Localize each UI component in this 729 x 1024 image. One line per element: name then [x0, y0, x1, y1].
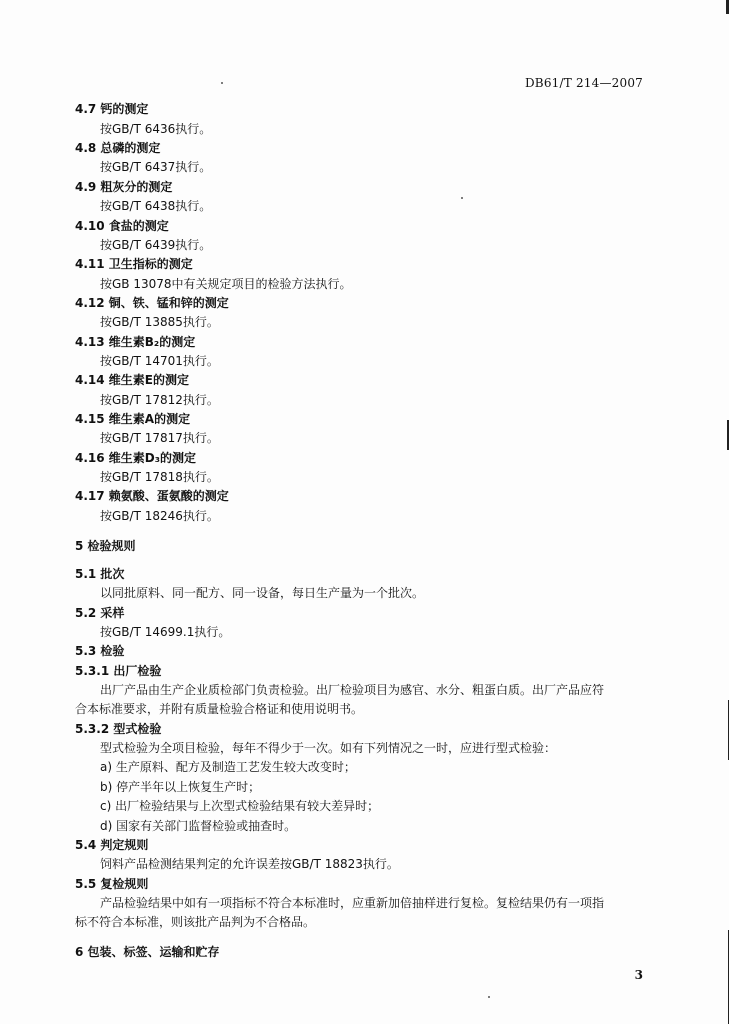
heading-4-9: 4.9 粗灰分的测定: [75, 180, 173, 194]
body-line: 按GB/T 6439执行。: [100, 238, 212, 252]
page-number: 3: [634, 968, 643, 982]
heading-4-12: 4.12 铜、铁、锰和锌的测定: [75, 296, 229, 310]
heading-4-16: 4.16 维生素D₃的测定: [75, 451, 197, 465]
scan-speck: [488, 996, 490, 998]
heading-5-4: 5.4 判定规则: [75, 838, 149, 852]
scan-speck: [461, 197, 463, 199]
list-item-b: b) 停产半年以上恢复生产时；: [100, 780, 261, 794]
body-line: 按GB/T 17817执行。: [100, 431, 219, 445]
body-line: 按GB/T 17812执行。: [100, 393, 219, 407]
heading-4-8: 4.8 总磷的测定: [75, 141, 161, 155]
heading-4-14: 4.14 维生素E的测定: [75, 373, 189, 387]
body-line: 按GB/T 6438执行。: [100, 199, 212, 213]
heading-5-2: 5.2 采样: [75, 606, 125, 620]
heading-4-13: 4.13 维生素B₂的测定: [75, 335, 196, 349]
list-item-a: a) 生产原料、配方及制造工艺发生较大改变时；: [100, 760, 356, 774]
scan-speck: [221, 82, 223, 84]
body-line: 按GB/T 6436执行。: [100, 122, 212, 136]
list-item-d: d) 国家有关部门监督检验或抽查时。: [100, 819, 297, 833]
body-line: 产品检验结果中如有一项指标不符合本标准时，应重新加倍抽样进行复检。复检结果仍有一项指: [100, 896, 605, 910]
body-line: 按GB/T 17818执行。: [100, 470, 219, 484]
heading-4-11: 4.11 卫生指标的测定: [75, 257, 193, 271]
heading-4-15: 4.15 维生素A的测定: [75, 412, 191, 426]
body-line: 按GB/T 14701执行。: [100, 354, 219, 368]
heading-5-1: 5.1 批次: [75, 567, 125, 581]
body-line: 按GB 13078中有关规定项目的检验方法执行。: [100, 277, 352, 291]
standard-code: DB61/T 214—2007: [524, 76, 643, 90]
heading-4-17: 4.17 赖氨酸、蛋氨酸的测定: [75, 489, 229, 503]
section-6-title: 6 包装、标签、运输和贮存: [75, 945, 220, 959]
body-line: 按GB/T 18246执行。: [100, 509, 219, 523]
heading-5-3: 5.3 检验: [75, 644, 125, 658]
body-line: 饲料产品检测结果判定的允许误差按GB/T 18823执行。: [100, 857, 399, 871]
heading-5-3-1: 5.3.1 出厂检验: [75, 664, 162, 678]
section-5-title: 5 检验规则: [75, 539, 136, 553]
body-line: 型式检验为全项目检验，每年不得少于一次。如有下列情况之一时，应进行型式检验：: [100, 741, 557, 755]
heading-5-3-2: 5.3.2 型式检验: [75, 722, 162, 736]
body-line: 按GB/T 13885执行。: [100, 315, 219, 329]
heading-4-7: 4.7 钙的测定: [75, 102, 149, 116]
heading-5-5: 5.5 复检规则: [75, 877, 149, 891]
body-line: 按GB/T 6437执行。: [100, 160, 212, 174]
body-line: 以同批原料、同一配方、同一设备，每日生产量为一个批次。: [100, 586, 425, 600]
body-line: 按GB/T 14699.1执行。: [100, 625, 231, 639]
body-line: 标不符合本标准，则该批产品判为不合格品。: [75, 915, 316, 929]
body-line: 合本标准要求，并附有质量检验合格证和使用说明书。: [75, 702, 364, 716]
list-item-c: c) 出厂检验结果与上次型式检验结果有较大差异时；: [100, 799, 380, 813]
body-line: 出厂产品由生产企业质检部门负责检验。出厂检验项目为感官、水分、粗蛋白质。出厂产品应符: [100, 683, 605, 697]
heading-4-10: 4.10 食盐的测定: [75, 219, 169, 233]
